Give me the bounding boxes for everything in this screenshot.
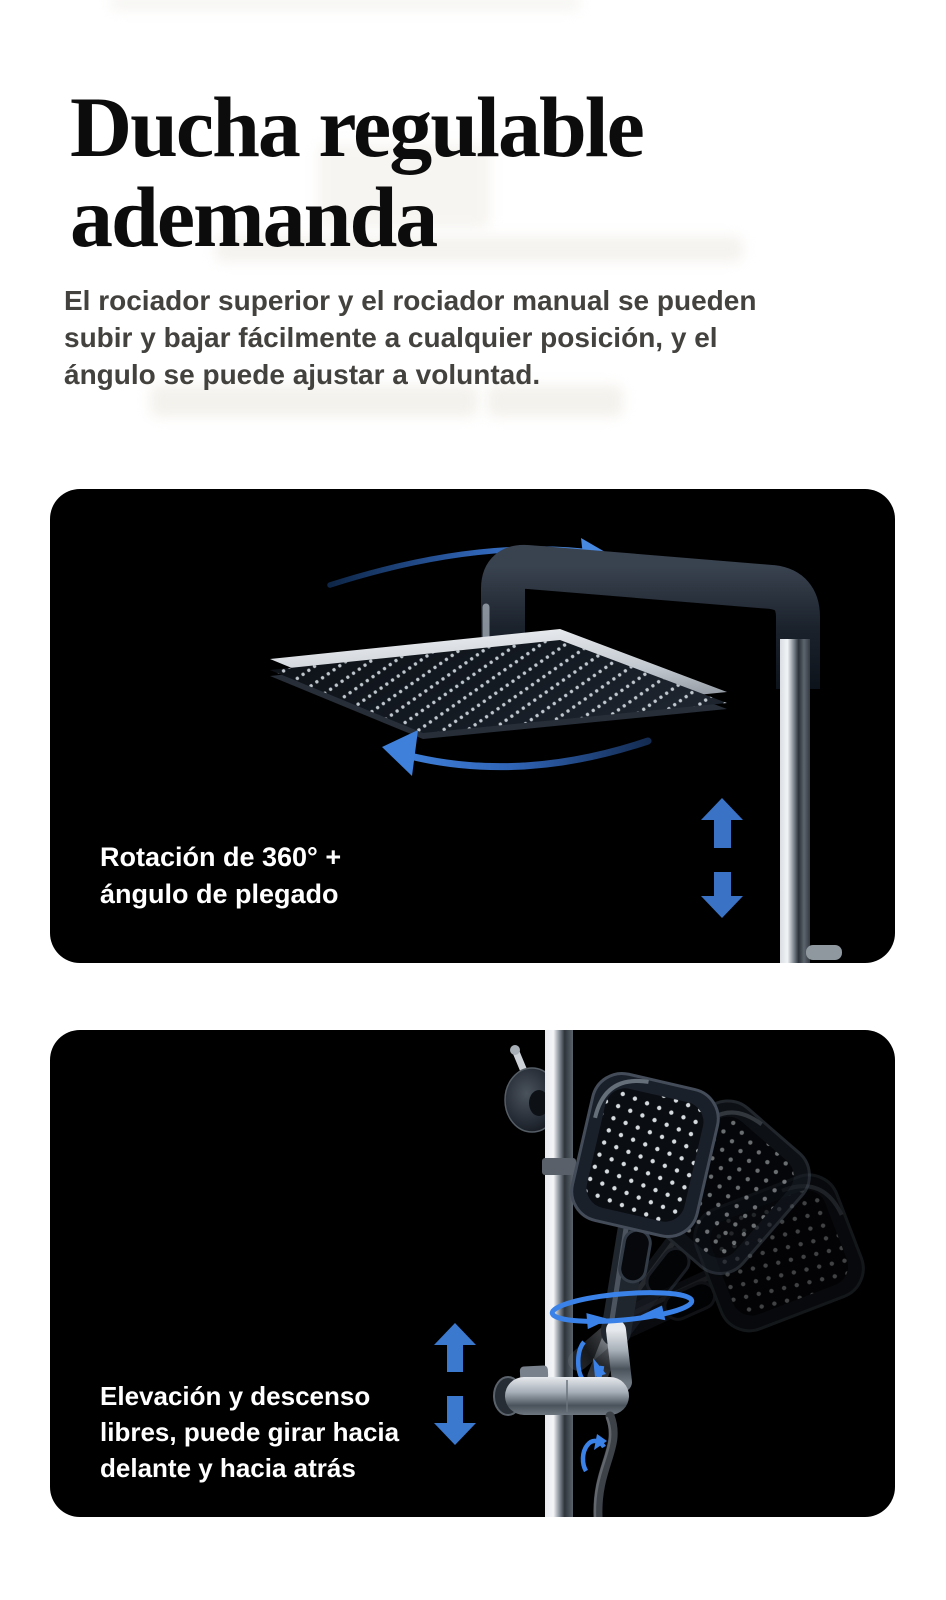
feature-card-elevation <box>50 1030 895 1517</box>
caption-line: delante y hacia atrás <box>100 1453 356 1483</box>
shower-pole <box>780 639 810 963</box>
slide-bar <box>545 1030 573 1517</box>
pole-joint <box>542 1158 576 1175</box>
card-caption <box>100 1378 399 1486</box>
overhead-shower-head <box>270 629 727 739</box>
description-line: ángulo se puede ajustar a voluntad. <box>64 359 541 390</box>
ghost-text-band <box>110 0 580 10</box>
down-arrow-icon <box>434 1396 476 1445</box>
down-arrow-icon <box>701 872 743 918</box>
page-title-line1: Ducha regulable a <box>70 78 643 265</box>
caption-line: ángulo de plegado <box>100 879 339 909</box>
up-arrow-icon <box>701 798 743 848</box>
page-description <box>64 282 894 393</box>
description-line: subir y bajar fácilmente a cualquier posición, y el <box>64 322 718 353</box>
description-line: El rociador superior y el rociador manual se pueden <box>64 285 757 316</box>
caption-line: libres, puede girar hacia <box>100 1417 400 1447</box>
page-title <box>70 78 870 265</box>
card-caption <box>100 839 341 913</box>
page-title-line2: demanda <box>111 168 437 265</box>
caption-line: Rotación de 360° + <box>100 842 342 872</box>
feature-card-rotation <box>50 489 895 963</box>
up-arrow-icon <box>434 1323 476 1372</box>
caption-line: Elevación y descenso <box>100 1381 371 1411</box>
diverter-knob <box>806 945 842 960</box>
